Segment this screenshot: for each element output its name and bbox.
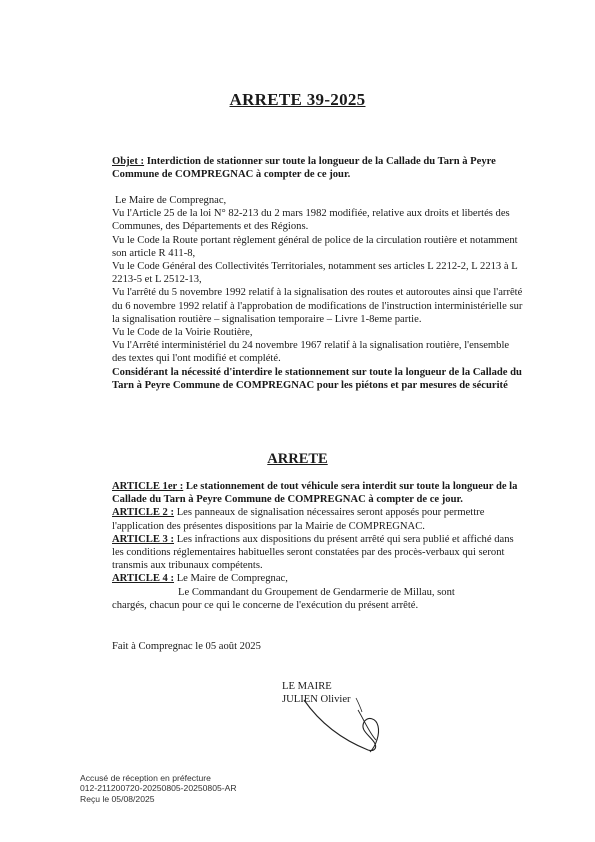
article-4-label: ARTICLE 4 : [112, 573, 175, 585]
receipt-line: Reçu le 05/08/2025 [80, 793, 155, 804]
article-3-label: ARTICLE 3 : [112, 533, 175, 545]
preamble-line: Vu le Code de la Voirie Routière, [112, 327, 253, 339]
objet-label: Objet : [112, 156, 145, 167]
arrete-subtitle: ARRETE [267, 451, 328, 467]
article-4-continuation-2: chargés, chacun pour ce qui le concerne de l'exécution du présent arrêté. [112, 599, 419, 611]
fait-a-line: Fait à Compregnac le 05 août 2025 [112, 641, 261, 652]
article-4-continuation-1: Le Commandant du Groupement de Gendarmerie de Millau, sont [178, 586, 455, 598]
receipt-line: 012-211200720-20250805-20250805-AR [80, 783, 237, 794]
article-4 [112, 572, 524, 585]
preamble-line: Vu l'arrêté du 5 novembre 1992 relatif à la signalisation des routes et autoroutes ainsi que l'arrêté du 6 novembre 1992 relatif à l'approbation de modifications de l'instruction interministérielle sur la signalisation routière – signalisation temporaire – Livre 1-8eme partie. [112, 287, 523, 325]
considerant-text: Considérant la nécessité d'interdire le stationnement sur toute la longueur de la Callade du Tarn à Peyre Commune de COMPREGNAC pour les piétons et par mesures de sécurité [112, 366, 522, 391]
objet-text: Interdiction de stationner sur toute la longueur de la Callade du Tarn à Peyre Commune de COMPREGNAC à compter de ce jour. [112, 156, 496, 181]
receipt-line: Accusé de réception en préfecture [80, 773, 211, 783]
article-3 [112, 533, 524, 573]
preamble-line: Vu l'Article 25 de la loi N° 82-213 du 2 mars 1982 modifiée, relative aux droits et libertés des Communes, des Départements et des Régions. [112, 208, 510, 233]
signature-title: LE MAIRE [282, 681, 332, 692]
article-2-label: ARTICLE 2 : [112, 507, 175, 519]
objet-section [112, 155, 524, 181]
article-1-label: ARTICLE 1er : [112, 481, 184, 492]
article-3-text: Les infractions aux dispositions du présent arrêté qui sera publié et affiché dans les conditions réglementaires habituelles seront constatées par des procès-verbaux qui seront transmis aux tribunaux compétents. [112, 533, 514, 572]
receipt-stamp [80, 773, 237, 804]
article-1-text: Le stationnement de tout véhicule sera interdit sur toute la longueur de la Callade du Tarn à Peyre Commune de COMPREGNAC à compter de ce jour. [112, 481, 518, 506]
articles-section [112, 480, 524, 612]
signature-name: JULIEN Olivier [282, 694, 351, 705]
preamble-line: Vu le Code la Route portant règlement général de police de la circulation routière et notamment son article R 411-8, [112, 234, 518, 259]
preamble-line: Le Maire de Compregnac, [115, 195, 227, 206]
article-2 [112, 506, 524, 532]
preamble-line: Vu le Code Général des Collectivités Territoriales, notamment ses articles L 2212-2, L 2213 à L 2213-5 et L 2512-13, [112, 261, 518, 286]
document-title: ARRETE 39-2025 [229, 90, 366, 109]
preamble-section [112, 194, 524, 392]
article-2-text: Les panneaux de signalisation nécessaires seront apposés pour permettre l'application des présentes dispositions par la Mairie de COMPREGNAC. [112, 507, 485, 532]
preamble-line: Vu l'Arrêté interministériel du 24 novembre 1967 relatif à la signalisation routière, l'ensemble des textes qui l'ont modifié et complété. [112, 340, 510, 365]
article-4-text: Le Maire de Compregnac, [176, 573, 288, 585]
article-1 [112, 480, 524, 506]
handwritten-signature [298, 690, 398, 760]
